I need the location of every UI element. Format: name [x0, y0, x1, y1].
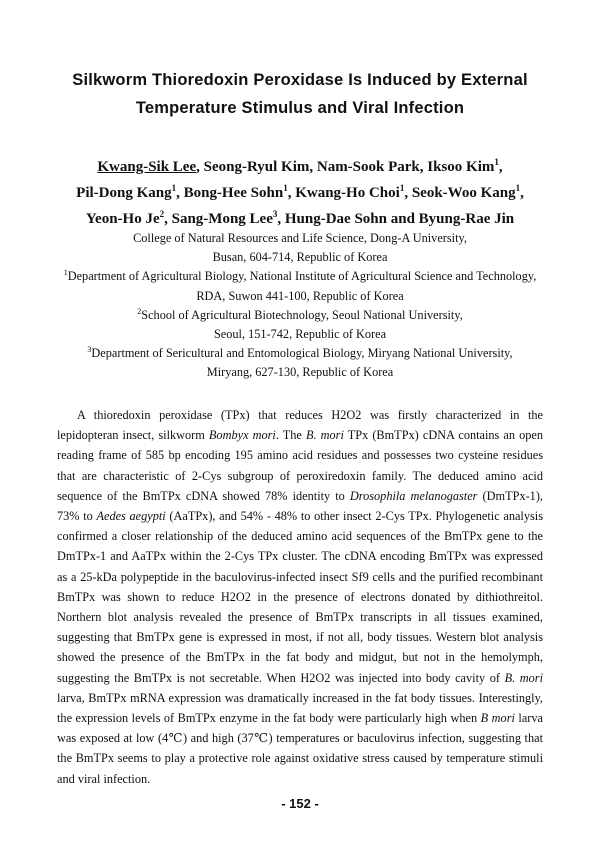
affiliation-line: College of Natural Resources and Life Science, Dong-A University, [133, 231, 467, 245]
author-list [40, 154, 560, 232]
affiliation-line: $^2$School of Agricultural Biotechnology, Seoul National University, [137, 306, 463, 322]
title-line-1: Silkworm Thioredoxin Peroxidase Is Induced by External [72, 71, 528, 89]
title-line-2: Temperature Stimulus and Viral Infection [135, 99, 465, 117]
species-name: Bombyx mori [208, 428, 276, 443]
author-line-3: Yeon-Ho Je$^2$, Sang-Mong Lee$^3$, Hung-Dae Sohn and Byung-Rae Jin [85, 209, 515, 227]
author-line-2: Pil-Dong Kang$^1$, Bong-Hee Sohn$^1$, Kwang-Ho Choi$^1$, Seok-Woo Kang$^1$, [76, 183, 524, 201]
species-name: Drosophila melanogaster [349, 488, 478, 503]
author-line-1: Kwang-Sik Lee, Seong-Ryul Kim, Nam-Sook Park, Iksoo Kim$^1$, [97, 157, 503, 175]
species-name: B mori [480, 711, 515, 726]
abstract-paragraph: A thioredoxin peroxidase (TPx) that reduces H2O2 was firstly characterized in the lepidopteran insect, silkworm Bombyx mori. The B. mori TPx (BmTPx) cDNA contains an open reading frame of 585 bp encoding 195 amino acid residues and possesses two cysteine residues that are characteristic of 2-Cys subgroup of peroxiredoxin family. The deduced amino acid sequence of the BmTPx cDNA showed 78% identity to Drosophila melanogaster (DmTPx-1), 73% to Aedes aegypti (AaTPx), and 54% - 48% to other insect 2-Cys TPx. Phylogenetic analysis confirmed a closer relationship of the deduced amino acid sequences of the BmTPx gene to the DmTPx-1 and AaTPx within the 2-Cys TPx cluster. The cDNA encoding BmTPx was expressed as a 25-kDa polypeptide in the baculovirus-infected insect Sf9 cells and the purified recombinant BmTPx was shown to reduce H2O2 in the presence of electrons donated by dithiothreitol. Northern blot analysis revealed the presence of BmTPx transcripts in all tissues examined, suggesting that BmTPx gene is expressed in most, if not all, body tissues. Western blot analysis showed the presence of the BmTPx in the fat body and midgut, but not in the hemolymph, suggesting the BmTPx is not secretable. When H2O2 was injected into body cavity of B. mori larva, BmTPx mRNA expression was dramatically increased in the fat body tissues. Interestingly, the expression levels of BmTPx enzyme in the fat body were particularly high when B mori larva was exposed at low (4℃) and high (37℃) temperatures or baculovirus infection, suggesting that the BmTPx seems to play a protective role against oxidative stress caused by temperature stimuli and viral infection. [57, 408, 544, 786]
affiliation-line: RDA, Suwon 441-100, Republic of Korea [196, 288, 404, 303]
paper-title [40, 66, 560, 122]
corresponding-author: Kwang-Sik Lee [97, 159, 197, 175]
affiliation-line: Miryang, 627-130, Republic of Korea [206, 365, 394, 380]
species-name: B. mori [305, 428, 344, 443]
affiliations [30, 229, 570, 383]
species-name: Aedes aegypti [96, 509, 166, 524]
affiliation-line: $^3$Department of Sericultural and Entomological Biology, Miryang National University, [87, 345, 513, 361]
species-name: B. mori [504, 670, 543, 685]
affiliation-line: Seoul, 151-742, Republic of Korea [213, 327, 387, 342]
affiliation-line: $^1$Department of Agricultural Biology, National Institute of Agricultural Science and Technology, [63, 268, 537, 284]
page-number: - 152 - [281, 796, 319, 811]
affiliation-line: Busan, 604-714, Republic of Korea [212, 250, 388, 265]
